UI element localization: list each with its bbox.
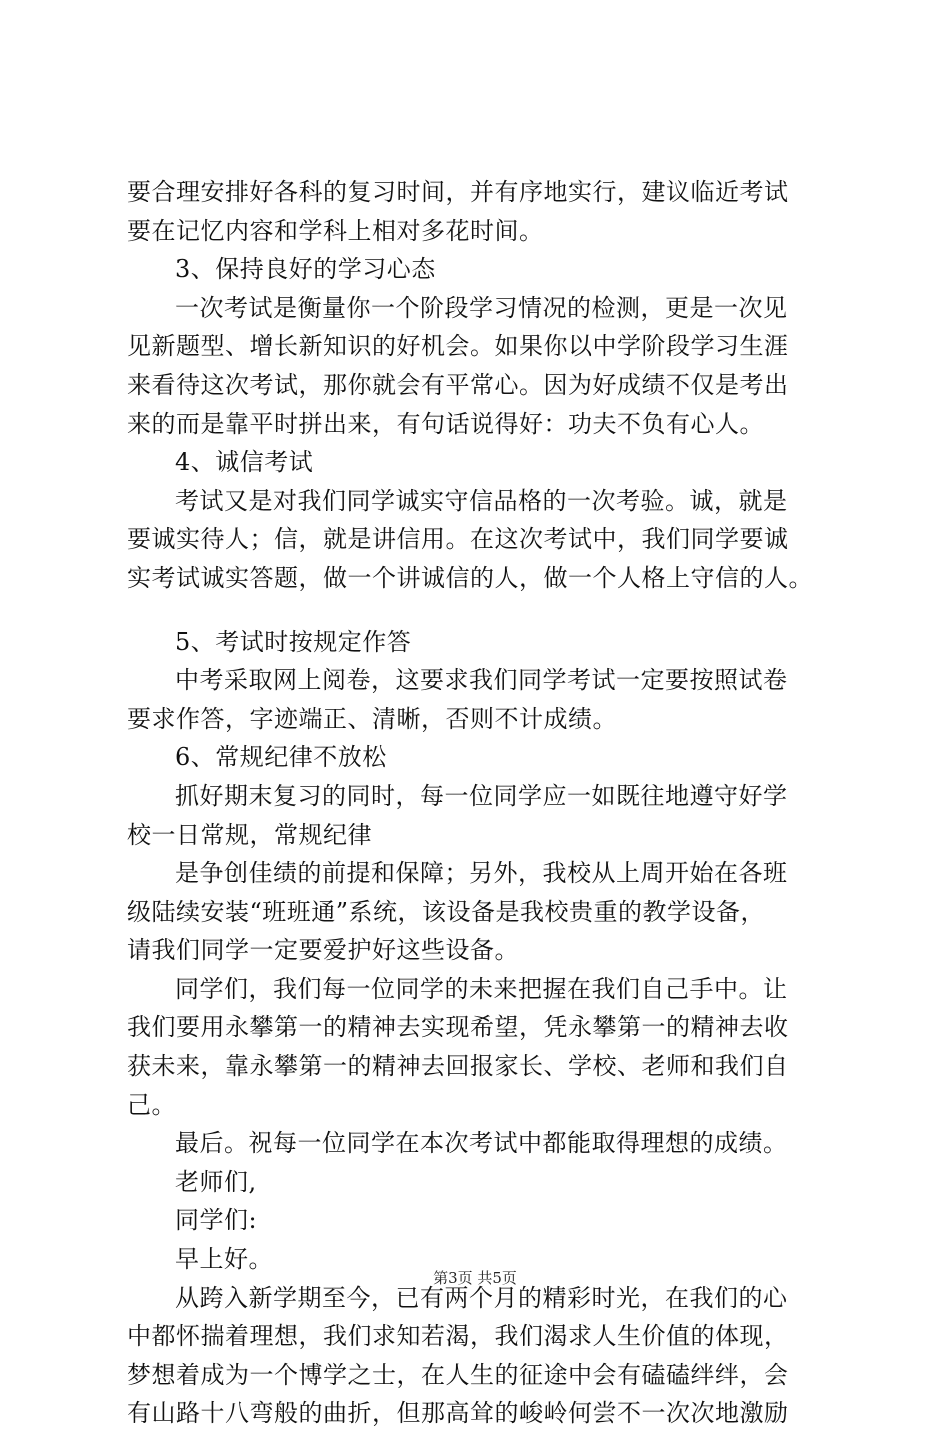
text-line: 实考试诚实答题，做一个讲诚信的人，做一个人格上守信的人。 [127, 563, 813, 592]
text-line: 是争创佳绩的前提和保障；另外，我校从上周开始在各班 [175, 859, 788, 888]
section-heading: 3、保持良好的学习心态 [175, 255, 436, 284]
text-line: 来的而是靠平时拼出来，有句话说得好：功夫不负有心人。 [127, 409, 764, 438]
text-line: 校一日常规，常规纪律 [127, 820, 372, 849]
text-line: 要诚实待人；信，就是讲信用。在这次考试中，我们同学要诚 [127, 525, 789, 554]
greeting-line: 早上好。 [175, 1245, 273, 1274]
text-line: 己。 [127, 1090, 176, 1119]
text-line: 获未来，靠永攀第一的精神去回报家长、学校、老师和我们自 [127, 1052, 789, 1081]
text-line: 我们要用永攀第一的精神去实现希望，凭永攀第一的精神去收 [127, 1013, 789, 1042]
text-line: 要合理安排好各科的复习时间，并有序地实行，建议临近考试 [127, 178, 789, 206]
text-line: 来看待这次考试，那你就会有平常心。因为好成绩不仅是考出 [127, 370, 789, 399]
document-body [127, 173, 847, 1433]
paragraph-gap [127, 598, 847, 623]
text-line: 从跨入新学期至今，已有两个月的精彩时光，在我们的心 [175, 1283, 788, 1312]
text-line: 最后。祝每一位同学在本次考试中都能取得理想的成绩。 [175, 1129, 788, 1158]
text-line: 见新题型、增长新知识的好机会。如果你以中学阶段学习生涯 [127, 332, 789, 361]
page-number-footer: 第3页 共5页 [433, 1269, 517, 1287]
section-heading: 5、考试时按规定作答 [175, 627, 412, 656]
greeting-line: 同学们: [175, 1206, 258, 1235]
text-line: 要求作答，字迹端正、清晰，否则不计成绩。 [127, 704, 617, 733]
text-line: 要在记忆内容和学科上相对多花时间。 [127, 216, 544, 245]
text-line: 请我们同学一定要爱护好这些设备。 [127, 936, 519, 965]
text-line: 有山路十八弯般的曲折，但那高耸的峻岭何尝不一次次地激励 [127, 1399, 789, 1428]
greeting-line: 老师们, [175, 1167, 257, 1196]
text-line: 抓好期末复习的同时，每一位同学应一如既往地遵守好学 [175, 781, 788, 810]
text-line: 中都怀揣着理想，我们求知若渴，我们渴求人生价值的体现， [127, 1322, 789, 1351]
text-line: 一次考试是衡量你一个阶段学习情况的检测，更是一次见 [175, 293, 788, 322]
text-line: 梦想着成为一个博学之士，在人生的征途中会有磕磕绊绊，会 [127, 1360, 789, 1389]
text-line: 级陆续安装“班班通”系统，该设备是我校贵重的教学设备， [127, 897, 766, 926]
text-line: 中考采取网上阅卷，这要求我们同学考试一定要按照试卷 [175, 666, 788, 695]
text-line: 同学们，我们每一位同学的未来把握在我们自己手中。让 [175, 974, 788, 1003]
section-heading: 6、常规纪律不放松 [175, 743, 387, 772]
text-line: 考试又是对我们同学诚实守信品格的一次考验。诚，就是 [175, 486, 788, 515]
section-heading: 4、诚信考试 [175, 448, 314, 477]
